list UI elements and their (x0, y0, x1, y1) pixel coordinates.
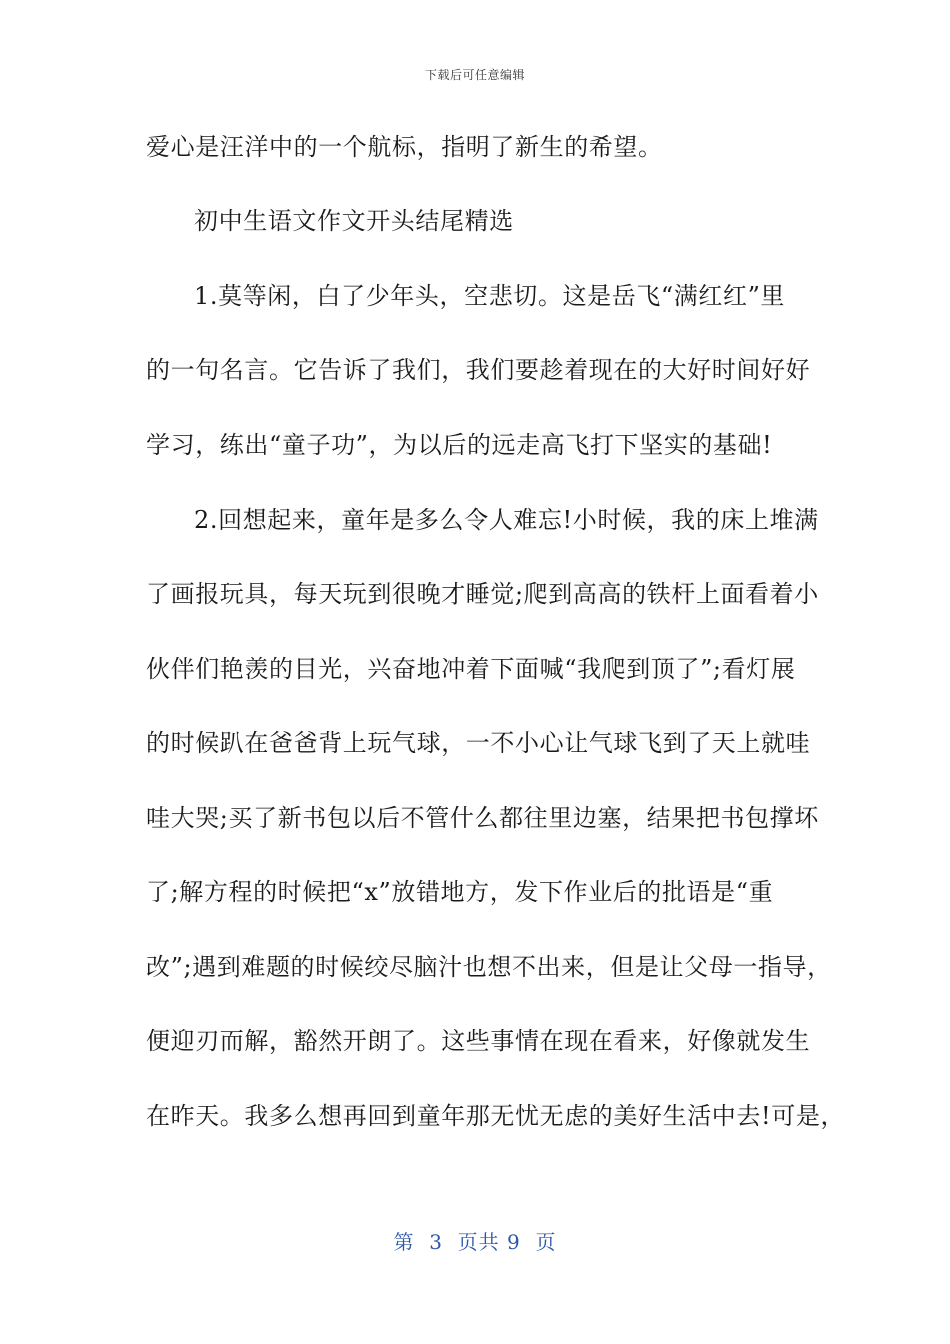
text-line: 改”;遇到难题的时候绞尽脑汁也想不出来，但是让父母一指导， (146, 953, 832, 981)
text-line: 了;解方程的时候把“x”放错地方，发下作业后的批语是“重 (146, 878, 774, 906)
section-heading: 初中生语文作文开头结尾精选 (194, 207, 514, 235)
text-line: 便迎刃而解，豁然开朗了。这些事情在现在看来，好像就发生 (146, 1027, 811, 1055)
page-number-footer: 第 3 页共 9 页 (393, 1230, 557, 1254)
text-line: 2.回想起来，童年是多么令人难忘!小时候，我的床上堆满 (194, 506, 819, 534)
text-line: 的时候趴在爸爸背上玩气球，一不小心让气球飞到了天上就哇 (146, 729, 811, 757)
text-line: 伙伴们艳羡的目光，兴奋地冲着下面喊“我爬到顶了”;看灯展 (146, 655, 796, 683)
text-line: 的一句名言。它告诉了我们，我们要趁着现在的大好时间好好 (146, 356, 811, 384)
text-line: 1.莫等闲，白了少年头，空悲切。这是岳飞“满红红”里 (194, 282, 786, 310)
text-line: 学习，练出“童子功”，为以后的远走高飞打下坚实的基础! (146, 431, 773, 459)
text-line: 在昨天。我多么想再回到童年那无忧无虑的美好生活中去!可是， (146, 1102, 846, 1130)
text-line: 了画报玩具，每天玩到很晚才睡觉;爬到高高的铁杆上面看着小 (146, 580, 819, 608)
text-line: 哇大哭;买了新书包以后不管什么都往里边塞，结果把书包撑坏 (146, 804, 819, 832)
page-header-note: 下载后可任意编辑 (424, 68, 525, 82)
text-line: 爱心是汪洋中的一个航标，指明了新生的希望。 (146, 133, 663, 161)
